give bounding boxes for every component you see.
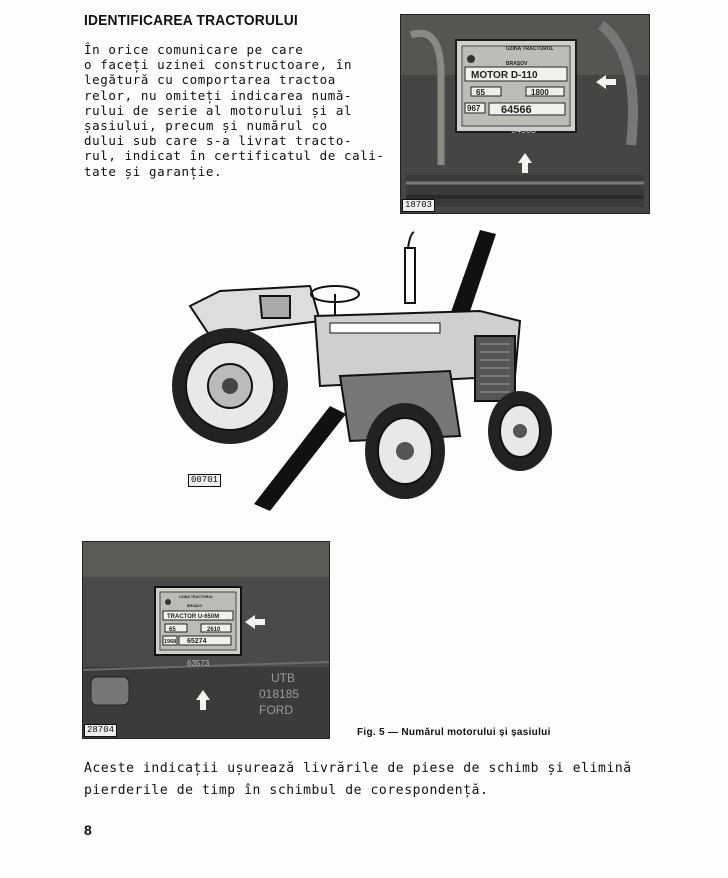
chassis-emboss-line-3: FORD — [259, 703, 293, 717]
engine-plate-model: MOTOR D-110 — [471, 70, 538, 81]
chassis-emboss-line-2: 018185 — [259, 687, 300, 701]
closing-paragraph: Aceste indicații ușurează livrările de piese de schimb și elimină pierderile de timp în schimbul de corespondență. — [84, 761, 632, 798]
chassis-plate-header: UZINA TRACTORUL — [179, 595, 214, 599]
engine-plate-serial: 64566 — [501, 104, 532, 116]
engine-stamped-number: 64566 — [511, 125, 537, 135]
chassis-plate-city: BRAȘOV — [187, 604, 203, 608]
intro-paragraph: În orice comunicare pe care o faceți uzinei constructoare, în legătură cu comportarea tractoa relor, nu omiteți indicarea numă- rului de serie al motorului și al șasiului, precum și numărul co dului sub care s-a livrat tracto- rul, indicat în certificatul de cali- tate și garanție. — [84, 42, 385, 179]
rear-wheel — [172, 328, 288, 444]
chassis-plate-model: TRACTOR U-650M — [167, 614, 220, 620]
chassis-plate-power: 65 — [169, 627, 176, 633]
chassis-plate-photo — [82, 541, 330, 739]
chassis-stamped-number: 63573 — [187, 659, 210, 668]
front-wheel-right — [488, 391, 552, 471]
engine-plate-rpm: 1800 — [531, 88, 549, 97]
page-number: 8 — [84, 822, 92, 838]
chassis-plate-serial: 65274 — [187, 638, 207, 645]
page-heading: IDENTIFICAREA TRACTORULUI — [84, 12, 298, 29]
tractor-drawing — [150, 226, 580, 516]
engine-plate-power: 65 — [476, 88, 485, 97]
tractor-drawing-ref: 00701 — [188, 474, 221, 487]
engine-plate-year: 967 — [467, 104, 481, 113]
chassis-plate-number: 2610 — [207, 627, 221, 633]
engine-plate-photo — [400, 14, 650, 214]
front-wheel-left — [365, 403, 445, 499]
chassis-plate-year: 1968 — [164, 639, 177, 645]
engine-photo-ref: 18703 — [402, 199, 435, 212]
figure-caption: Fig. 5 — Numărul motorului și șasiului — [357, 727, 551, 738]
chassis-emboss-line-1: UTB — [271, 671, 295, 685]
chassis-photo-ref: 28704 — [84, 724, 117, 737]
chassis-photo-graphic — [83, 542, 329, 738]
engine-photo-graphic — [401, 15, 649, 213]
engine-plate-city: BRAȘOV — [506, 61, 528, 67]
engine-plate-header: UZINA TRACTORUL — [506, 46, 554, 52]
exhaust-pipe — [405, 248, 415, 303]
